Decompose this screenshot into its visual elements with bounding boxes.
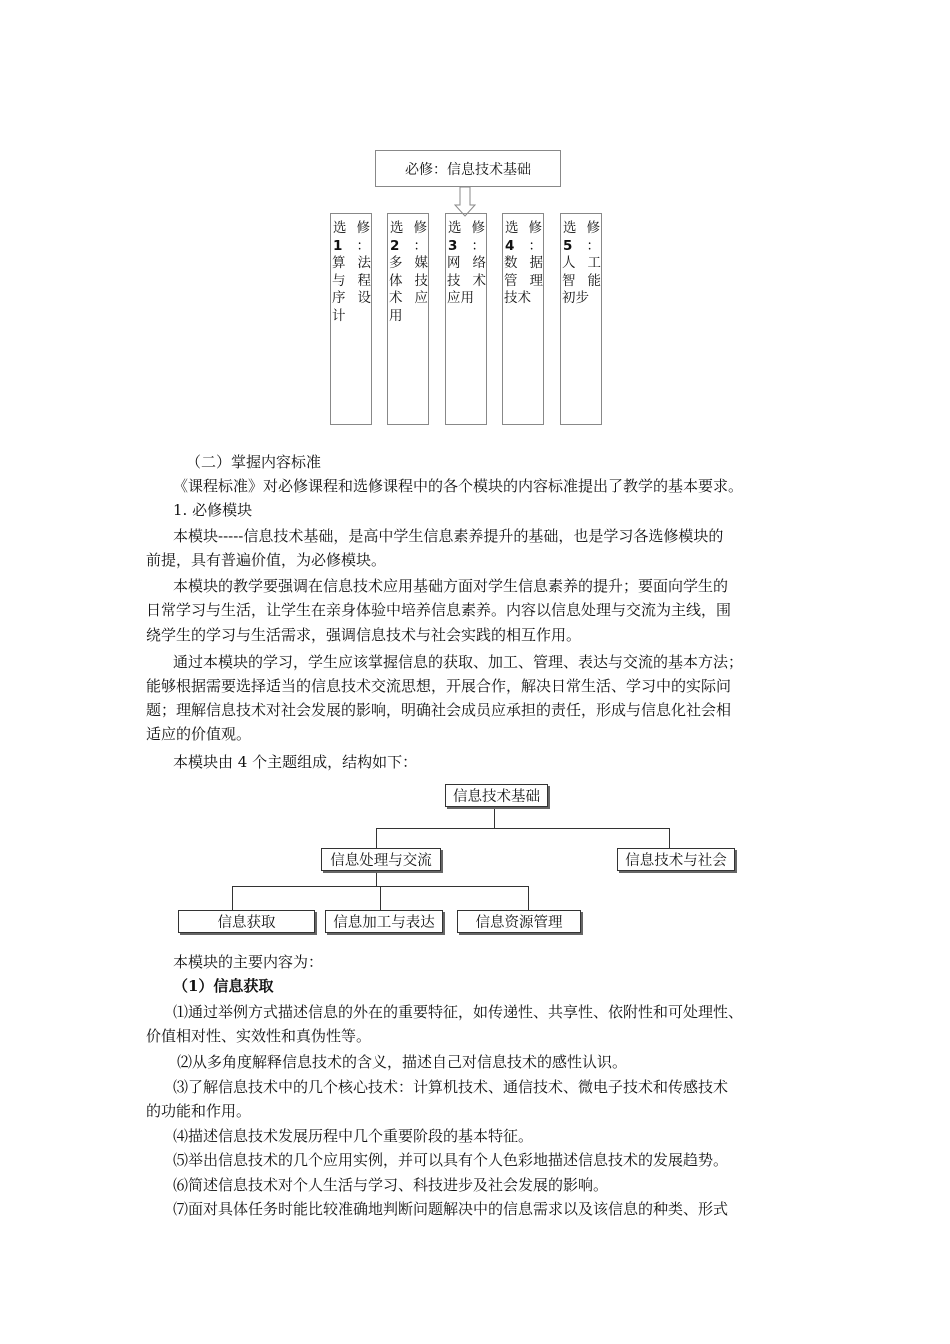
- paragraph: 题；理解信息技术对社会发展的影响，明确社会成员应承担的责任，形成与信息化社会相: [146, 701, 732, 719]
- structure-leaf-box: [178, 910, 315, 933]
- paragraph: 本模块-----信息技术基础，是高中学生信息素养提升的基础，也是学习各选修模块的: [173, 527, 724, 545]
- paragraph: 本模块的教学要强调在信息技术应用基础方面对学生信息素养的提升；要面向学生的: [173, 577, 729, 595]
- list-item: ⑷描述信息技术发展历程中几个重要阶段的基本特征。: [173, 1127, 534, 1145]
- list-item: ⑴通过举例方式描述信息的外在的重要特征，如传递性、共享性、依附性和可处理性、: [173, 1003, 744, 1021]
- structure-leaf-label: 信息加工与表达: [333, 915, 435, 931]
- elective-title: 多媒体技术应用: [389, 255, 428, 324]
- elective-prefix: 修: [356, 220, 370, 236]
- structure-leaf-label: 信息获取: [217, 915, 276, 931]
- paragraph: 本模块由 4 个主题组成，结构如下：: [173, 753, 418, 771]
- elective-number: 4: [505, 237, 515, 254]
- elective-prefix: 选: [505, 220, 519, 236]
- elective-prefix: 选: [448, 220, 462, 236]
- elective-prefix: 修: [528, 220, 542, 236]
- structure-root-label: 信息技术基础: [453, 789, 540, 805]
- elective-number: 5: [563, 237, 573, 254]
- structure-branch-box: [617, 848, 735, 871]
- elective-prefix: 选: [333, 220, 347, 236]
- section-title: （二）掌握内容标准: [186, 453, 322, 471]
- structure-branch-label: 信息技术与社会: [625, 853, 727, 869]
- elective-title: 算法与程序设计: [332, 255, 371, 324]
- structure-leaf-box: [325, 910, 443, 933]
- elective-number: 2: [390, 237, 400, 254]
- structure-leaf-label: 信息资源管理: [475, 915, 563, 931]
- elective-prefix: 修: [586, 220, 600, 236]
- paragraph: 绕学生的学习与生活需求，强调信息技术与社会实践的相互作用。: [146, 626, 582, 644]
- paragraph: 《课程标准》对必修课程和选修课程中的各个模块的内容标准提出了教学的基本要求。: [173, 477, 744, 495]
- paragraph: 适应的价值观。: [146, 725, 252, 743]
- elective-colon: ：: [356, 237, 370, 254]
- item-heading: 1. 必修模块: [173, 501, 253, 519]
- elective-colon: ：: [528, 237, 542, 254]
- required-course-box: [375, 150, 561, 187]
- paragraph: 通过本模块的学习，学生应该掌握信息的获取、加工、管理、表达与交流的基本方法；: [173, 653, 744, 671]
- elective-column-4: [502, 213, 544, 425]
- connector-line: [376, 828, 377, 848]
- elective-prefix: 选: [390, 220, 404, 236]
- connector-line: [494, 806, 495, 828]
- paragraph: 能够根据需要选择适当的信息技术交流思想，开展合作，解决日常生活、学习中的实际问: [146, 677, 732, 695]
- list-item: ⑹简述信息技术对个人生活与学习、科技进步及社会发展的影响。: [173, 1176, 609, 1194]
- paragraph: 日常学习与生活，让学生在亲身体验中培养信息素养。内容以信息处理与交流为主线，围: [146, 601, 732, 619]
- list-item: ⑶了解信息技术中的几个核心技术：计算机技术、通信技术、微电子技术和传感技术: [173, 1078, 729, 1096]
- list-item: 价值相对性、实效性和真伪性等。: [146, 1027, 372, 1045]
- list-item: ⑵从多角度解释信息技术的含义，描述自己对信息技术的感性认识。: [177, 1053, 628, 1071]
- required-course-label: 必修：信息技术基础: [405, 161, 531, 178]
- subsection-heading: （1）信息获取: [173, 977, 274, 995]
- connector-line: [376, 870, 377, 886]
- elective-prefix: 修: [471, 220, 485, 236]
- connector-line: [669, 828, 670, 848]
- structure-branch-label: 信息处理与交流: [330, 853, 432, 869]
- structure-root-box: [445, 784, 548, 807]
- elective-title: 网络技术应用: [447, 255, 486, 306]
- elective-column-2: [387, 213, 429, 425]
- elective-column-3: [445, 213, 487, 425]
- elective-number: 3: [448, 237, 458, 254]
- list-item: ⑺面对具体任务时能比较准确地判断问题解决中的信息需求以及该信息的种类、形式: [173, 1200, 729, 1218]
- elective-colon: ：: [586, 237, 600, 254]
- elective-colon: ：: [413, 237, 427, 254]
- elective-prefix: 选: [563, 220, 577, 236]
- elective-title: 数据管理技术: [504, 255, 543, 306]
- connector-line: [232, 886, 233, 910]
- paragraph: 本模块的主要内容为：: [173, 953, 324, 971]
- connector-line: [528, 886, 529, 910]
- structure-leaf-box: [457, 910, 581, 933]
- elective-title: 人工智能初步: [562, 255, 601, 306]
- list-item: 的功能和作用。: [146, 1102, 252, 1120]
- elective-number: 1: [333, 237, 343, 254]
- structure-branch-box: [321, 848, 441, 871]
- connector-line: [376, 828, 670, 829]
- paragraph: 前提，具有普遍价值，为必修模块。: [146, 551, 387, 569]
- connector-line: [380, 886, 381, 910]
- elective-column-5: [560, 213, 602, 425]
- elective-prefix: 修: [413, 220, 427, 236]
- elective-colon: ：: [471, 237, 485, 254]
- list-item: ⑸举出信息技术的几个应用实例，并可以具有个人色彩地描述信息技术的发展趋势。: [173, 1151, 729, 1169]
- elective-column-1: [330, 213, 372, 425]
